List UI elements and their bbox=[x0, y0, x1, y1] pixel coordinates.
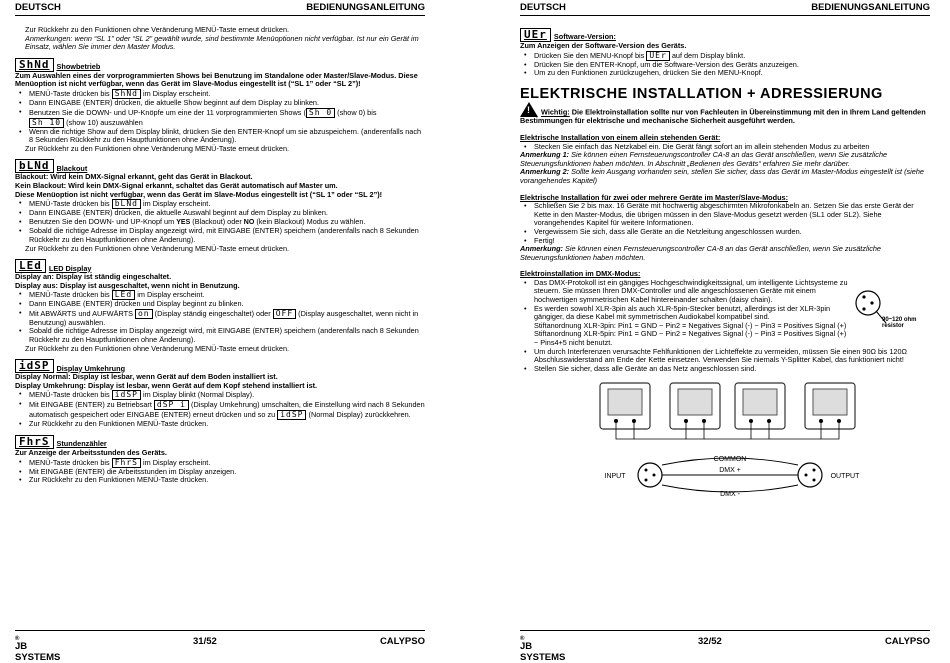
list-item: • Mit EINGABE (ENTER) zu Betriebsart dSP i (Display Umkehrung) umschalten, die Einstellung wird nach 8 Sekunden automatisch gespeichert oder EINGABE (ENTER) erneut drücken und so zu idSP (Normal Display) zurückkehren. bbox=[29, 400, 425, 420]
list-item: • Benutzen Sie den DOWN- und UP-Knopf um YES (Blackout) oder NO (kein Blackout) Modus zu wählen. bbox=[29, 218, 425, 228]
lcd-display-icon: UEr bbox=[646, 51, 669, 61]
section-title bbox=[15, 259, 425, 273]
header-language: DEUTSCH bbox=[520, 2, 566, 13]
page-footer bbox=[520, 630, 930, 663]
subsection-title: Elektrische Installation für zwei oder mehrere Geräte im Master/Slave-Modus: bbox=[520, 192, 789, 202]
page-left bbox=[15, 0, 425, 663]
output-label: OUTPUT bbox=[830, 473, 860, 481]
intro-return: Zur Rückkehr zu den Funktionen ohne Veränderung MENÜ-Taste erneut drücken. bbox=[25, 25, 290, 34]
list-item: • Mit EINGABE (ENTER) die Arbeitsstunden im Display anzeigen. bbox=[29, 468, 425, 477]
list-item: • Dann EINGABE (ENTER) drücken, die aktuelle Auswahl beginnt auf dem Display zu blinken. bbox=[29, 209, 425, 218]
bullet-list bbox=[520, 348, 930, 374]
lcd-display-icon: UEr bbox=[520, 28, 551, 42]
section-title bbox=[15, 159, 425, 173]
input-label: INPUT bbox=[604, 473, 626, 481]
list-item: • Das DMX-Protokoll ist ein gängiges Hochgeschwindigkeitssignal, um intelligente Lichtsysteme zu steuern. Sie müssen Ihren DMX-Controller und alle angeschlossenen Geräte mit einem hochwertigen symmetrischen Kabel hintereinander schalten (daisy chain). bbox=[534, 279, 850, 305]
section-title bbox=[15, 58, 425, 72]
list-item: • Drücken Sie den ENTER-Knopf, um die Software-Version des Geräts anzuzeigen. bbox=[534, 61, 930, 70]
page-content bbox=[520, 24, 930, 509]
pin-assignment: Stiftanordnung XLR-5pin: Pin1 = GND ~ Pin2 = Negatives Signal (-) ~ Pin3 = Positives Signal (+) ~ Pins4+5 nicht benutzt. bbox=[534, 329, 847, 348]
footer-product: CALYPSO bbox=[884, 636, 930, 647]
common-label: COMMON bbox=[713, 456, 747, 464]
section-display-inversion bbox=[15, 359, 425, 429]
section-heading: Stundenzähler bbox=[56, 439, 107, 449]
section-description: Zum Auswahlen eines der vorprogrammierten Shows bei Benutzung im Standalone oder Master/Slave-Modus. Diese Menüoption ist nicht verfügbar, wenn das Gerät im Slave-Modus eingestellt ist (“SL 1” oder “SL 2”)! bbox=[15, 70, 418, 89]
lcd-display-icon: FhrS bbox=[112, 458, 141, 468]
bullet-list bbox=[15, 199, 425, 244]
section-title bbox=[15, 359, 425, 373]
lcd-display-icon: LEd bbox=[15, 259, 46, 273]
bullet-list bbox=[15, 458, 425, 485]
light-fixture-icon bbox=[670, 383, 720, 429]
list-item: • Sobald die richtige Adresse im Display angezeigt wird, mit EINGABE (ENTER) speichern (anderenfalls nach 8 Sekunden Rückkehr zu den Hauptfunktionen ohne Änderung). bbox=[29, 327, 425, 344]
dmx-plus-label: DMX + bbox=[719, 467, 741, 475]
light-fixture-icon bbox=[805, 383, 855, 429]
note: Anmerkung: Sie können einen Fernsteuerungscontroller CA-8 an das Gerät anschließen, wenn Sie zusätzliche Steuerungsfunktionen haben möchten. bbox=[520, 244, 881, 262]
section-heading: Display Umkehrung bbox=[56, 363, 126, 373]
section-title bbox=[520, 28, 930, 42]
list-item: • Zur Rückkehr zu den Funktionen MENÜ-Taste drücken. bbox=[29, 420, 425, 429]
lcd-display-icon: ShNd bbox=[15, 58, 54, 72]
lcd-display-icon: FhrS bbox=[15, 435, 54, 449]
lcd-display-icon: on bbox=[135, 309, 153, 319]
lcd-display-icon: idSP bbox=[15, 359, 54, 373]
section-title bbox=[15, 435, 425, 449]
section-description: Display Umkehrung: Display ist lesbar, wenn Gerät auf dem Kopf stehend installiert ist. bbox=[15, 380, 318, 390]
footer-brand: JB SYSTEMS ® bbox=[520, 636, 566, 663]
lcd-display-icon: LEd bbox=[112, 290, 135, 300]
warning-note: !Wichtig: Die Elektroinstallation sollte nur von Fachleuten in Übereinstimmung mit den in Ihrem Land geltenden Bestimmungen für elektrische und mechanische Sicherheit ausgeführt werden. bbox=[520, 102, 930, 126]
list-item: • Stellen Sie sicher, dass alle Geräte an das Netz angeschlossen sind. bbox=[534, 365, 930, 374]
return-note: Zur Rückkehr zu den Funktionen ohne Veränderung MENÜ-Taste erneut drücken. bbox=[25, 143, 290, 153]
list-item: • Um zu den Funktionen zurückzugehen, drücken Sie den MENU-Knopf. bbox=[534, 69, 930, 78]
section-description: Kein Blackout: Wird kein DMX-Signal erkannt, schaltet das Gerät automatisch auf Master um. bbox=[15, 180, 338, 190]
bullet-list bbox=[15, 290, 425, 344]
dmx-wiring-diagram bbox=[520, 379, 920, 509]
resistor-label: 90~120 ohm resistor bbox=[882, 316, 917, 330]
list-item: • Dann EINGABE (ENTER) drücken, die aktuelle Show beginnt auf dem Display zu blinken. bbox=[29, 99, 425, 108]
list-item: • Dann EINGABE (ENTER) drücken und Display beginnt zu blinken. bbox=[29, 300, 425, 309]
xlr-resistor-figure bbox=[852, 283, 930, 338]
section-description: Blackout: Wird kein DMX-Signal erkannt, geht das Gerät in Blackout. bbox=[15, 172, 253, 182]
list-item: • Wenn die richtige Show auf dem Display blinkt, drücken Sie den ENTER-Knopf um sie abzuspeichern. (anderenfalls nach 8 Sekunden Rückkehr zu den Hauptfunktionen ohne Änderung). bbox=[29, 128, 425, 145]
section-heading: Blackout bbox=[56, 163, 88, 173]
list-item: • Benutzen Sie die DOWN- und UP-Knöpfe um eine der 11 vorprogrammierten Shows ( Sh 0 (show 0) bis Sh 10 (show 10) auszuwählen bbox=[29, 108, 425, 128]
section-heading: Software-Version: bbox=[553, 32, 616, 42]
list-item: • MENÜ-Taste drücken bis ShNd im Display erscheint. bbox=[29, 89, 425, 99]
lcd-display-icon: ShNd bbox=[112, 89, 141, 99]
list-item: • Drücken Sie den MENU-Knopf bis UEr auf dem Display blinkt. bbox=[534, 51, 930, 61]
intro-note: Anmerkungen: wenn “SL 1” oder “SL 2” gewählt wurde, sind bestimmte Menüoptionen nicht verfügbar. Ist nur ein Gerät im Einsatz, wählen Sie immer den Master Modus. bbox=[25, 33, 419, 52]
section-description: Zur Anzeige der Arbeitsstunden des Geräts. bbox=[15, 448, 167, 458]
section-heading: LED Display bbox=[48, 263, 92, 273]
lcd-display-icon: Sh 10 bbox=[29, 118, 64, 128]
section-description: Zum Anzeigen der Software-Version des Geräts. bbox=[520, 41, 687, 50]
dmx-section bbox=[520, 279, 930, 374]
page-header bbox=[15, 0, 425, 16]
lcd-display-icon: Sh 0 bbox=[306, 108, 335, 118]
bullet-list bbox=[520, 202, 930, 245]
page-header bbox=[520, 0, 930, 16]
bullet-list bbox=[15, 89, 425, 145]
subsection-title: Elektroinstallation im DMX-Modus: bbox=[520, 269, 641, 279]
subsection-title: Elektrische Installation von einem allein stehenden Gerät: bbox=[520, 132, 721, 142]
list-item: • Es werden sowohl XLR-3pin als auch XLR-5pin-Stecker benutzt, allerdings ist der XLR-3pin gängiger, da diese Kabel mit symmetrischen Audiokabel kompatibel sind. Stiftanordnung XLR-3pin: Pin1 = GND ~ Pin2 = Negatives Signal (-) ~ Pin3 = Positives Signal (+) Stiftanordnung XLR-5pin: Pin1 = GND ~ Pin2 = Negatives Signal (-) ~ Pin3 = Positives Signal (+) ~ Pins4+5 nicht benutzt. bbox=[534, 305, 850, 348]
list-item: • Schließen Sie 2 bis max. 16 Geräte mit hochwertig abgeschirmten Mikrofonkabeln an. Setzen Sie das erste Gerät der Kette in den Master-Modus, die übrigen müssen in den Slave-Modus gesetzt werden (SL1 oder SL2). Siehe vorangehendes Kapitel für weitere Informationen. bbox=[534, 202, 930, 228]
section-description: Display an: Display ist ständig eingeschaltet. bbox=[15, 272, 172, 282]
light-fixture-icon bbox=[735, 383, 785, 429]
list-item: • Stecken Sie einfach das Netzkabel ein. Die Gerät fängt sofort an im allein stehenden Modus zu arbeiten bbox=[534, 143, 930, 152]
footer-brand: JB SYSTEMS ® bbox=[15, 636, 61, 663]
note: Anmerkung 2: Sollte kein Ausgang vorhanden sein, stellen Sie sicher, dass das Gerät im Master-Modus eingestellt ist (siehe vorangehendes Kapitel) bbox=[520, 167, 924, 185]
section-description: Diese Menüoption ist nicht verfügbar, wenn das Gerät im Slave-Modus eingestellt ist (“SL 1” oder “SL 2”)! bbox=[15, 189, 383, 199]
section-heading: Showbetrieb bbox=[56, 62, 101, 72]
list-item: • Vergewissern Sie sich, dass alle Geräte an die Netzleitung angeschlossen wurden. bbox=[534, 228, 930, 237]
list-item: • MENÜ-Taste drücken bis bLNd im Display erscheint. bbox=[29, 199, 425, 209]
section-hour-counter bbox=[15, 435, 425, 485]
bullet-list bbox=[520, 51, 930, 78]
lcd-text: NO bbox=[243, 218, 255, 226]
bullet-list bbox=[15, 390, 425, 429]
list-item: • Um durch Interferenzen verursachte Fehlfunktionen der Lichteffekte zu vermeiden, müssen Sie einen 90Ω bis 120Ω Abschlusswiderstand am Ende der Kette einsetzen. Verwenden Sie niemals Y-Splitter Kabel, das funktioniert nicht! bbox=[534, 348, 930, 365]
list-item: • MENÜ-Taste drücken bis LEd im Display erscheint. bbox=[29, 290, 425, 300]
return-note: Zur Rückkehr zu den Funktionen ohne Veränderung MENÜ-Taste erneut drücken. bbox=[25, 243, 290, 253]
list-item: • Mit ABWÄRTS und AUFWÄRTS on (Display ständig eingeschaltet) oder OFF (Display ausgeschaltet, wenn nicht in Benutzung) auswählen. bbox=[29, 309, 425, 328]
section-blackout bbox=[15, 159, 425, 253]
lcd-text: YES bbox=[176, 218, 191, 226]
bullet-list bbox=[520, 143, 930, 152]
note: Anmerkung 1: Sie können einen Fernsteuerungscontroller CA-8 an das Gerät anschließen, wenn Sie zusätzliche Steuerungsfunktionen haben möchten. In Abschnitt „Bedienen des Geräts“ erfahren Sie mehr darüber. bbox=[520, 150, 888, 168]
page-content bbox=[15, 26, 425, 485]
page-number: 31/52 bbox=[193, 636, 217, 647]
warning-icon bbox=[520, 102, 538, 117]
return-note: Zur Rückkehr zu den Funktionen ohne Veränderung MENÜ-Taste erneut drücken. bbox=[25, 343, 290, 353]
lcd-display-icon: OFF bbox=[273, 309, 296, 319]
lcd-display-icon: bLNd bbox=[112, 199, 141, 209]
list-item: • MENÜ-Taste drücken bis idSP im Display blinkt (Normal Display). bbox=[29, 390, 425, 400]
lcd-display-icon: idSP bbox=[277, 410, 306, 420]
page-right bbox=[520, 0, 930, 663]
list-item: • Sobald die richtige Adresse im Display angezeigt wird, mit EINGABE (ENTER) speichern (anderenfalls nach 8 Sekunden Rückkehr zu den Hauptfunktionen ohne Änderung). bbox=[29, 227, 425, 244]
footer-product: CALYPSO bbox=[379, 636, 425, 647]
header-language: DEUTSCH bbox=[15, 2, 61, 13]
lcd-display-icon: dSP i bbox=[154, 400, 189, 410]
light-fixture-icon bbox=[600, 383, 650, 429]
header-title: BEDIENUNGSANLEITUNG bbox=[306, 2, 425, 13]
lcd-display-icon: idSP bbox=[112, 390, 141, 400]
section-description: Display Normal: Display ist lesbar, wenn Gerät auf dem Boden installiert ist. bbox=[15, 372, 278, 382]
chapter-heading: ELEKTRISCHE INSTALLATION + ADRESSIERUNG bbox=[520, 85, 883, 102]
section-show bbox=[15, 58, 425, 154]
xlr-output-icon bbox=[798, 463, 822, 487]
header-title: BEDIENUNGSANLEITUNG bbox=[811, 2, 930, 13]
section-description: Display aus: Display ist ausgeschaltet, wenn nicht in Benutzung. bbox=[15, 280, 240, 290]
list-item: • Zur Rückkehr zu den Funktionen MENÜ-Taste drücken. bbox=[29, 476, 425, 485]
section-led-display bbox=[15, 259, 425, 353]
page-number: 32/52 bbox=[698, 636, 722, 647]
pin-assignment: Stiftanordnung XLR-3pin: Pin1 = GND ~ Pin2 = Negatives Signal (-) ~ Pin3 = Positives Signal (+) bbox=[534, 320, 847, 330]
xlr-input-icon bbox=[638, 463, 662, 487]
section-software-version bbox=[520, 28, 930, 78]
list-item: • Fertig! bbox=[534, 237, 930, 246]
page-footer bbox=[15, 630, 425, 663]
dmx-minus-label: DMX - bbox=[720, 491, 740, 499]
lcd-display-icon: bLNd bbox=[15, 159, 54, 173]
list-item: • MENÜ-Taste drücken bis FhrS im Display erscheint. bbox=[29, 458, 425, 468]
